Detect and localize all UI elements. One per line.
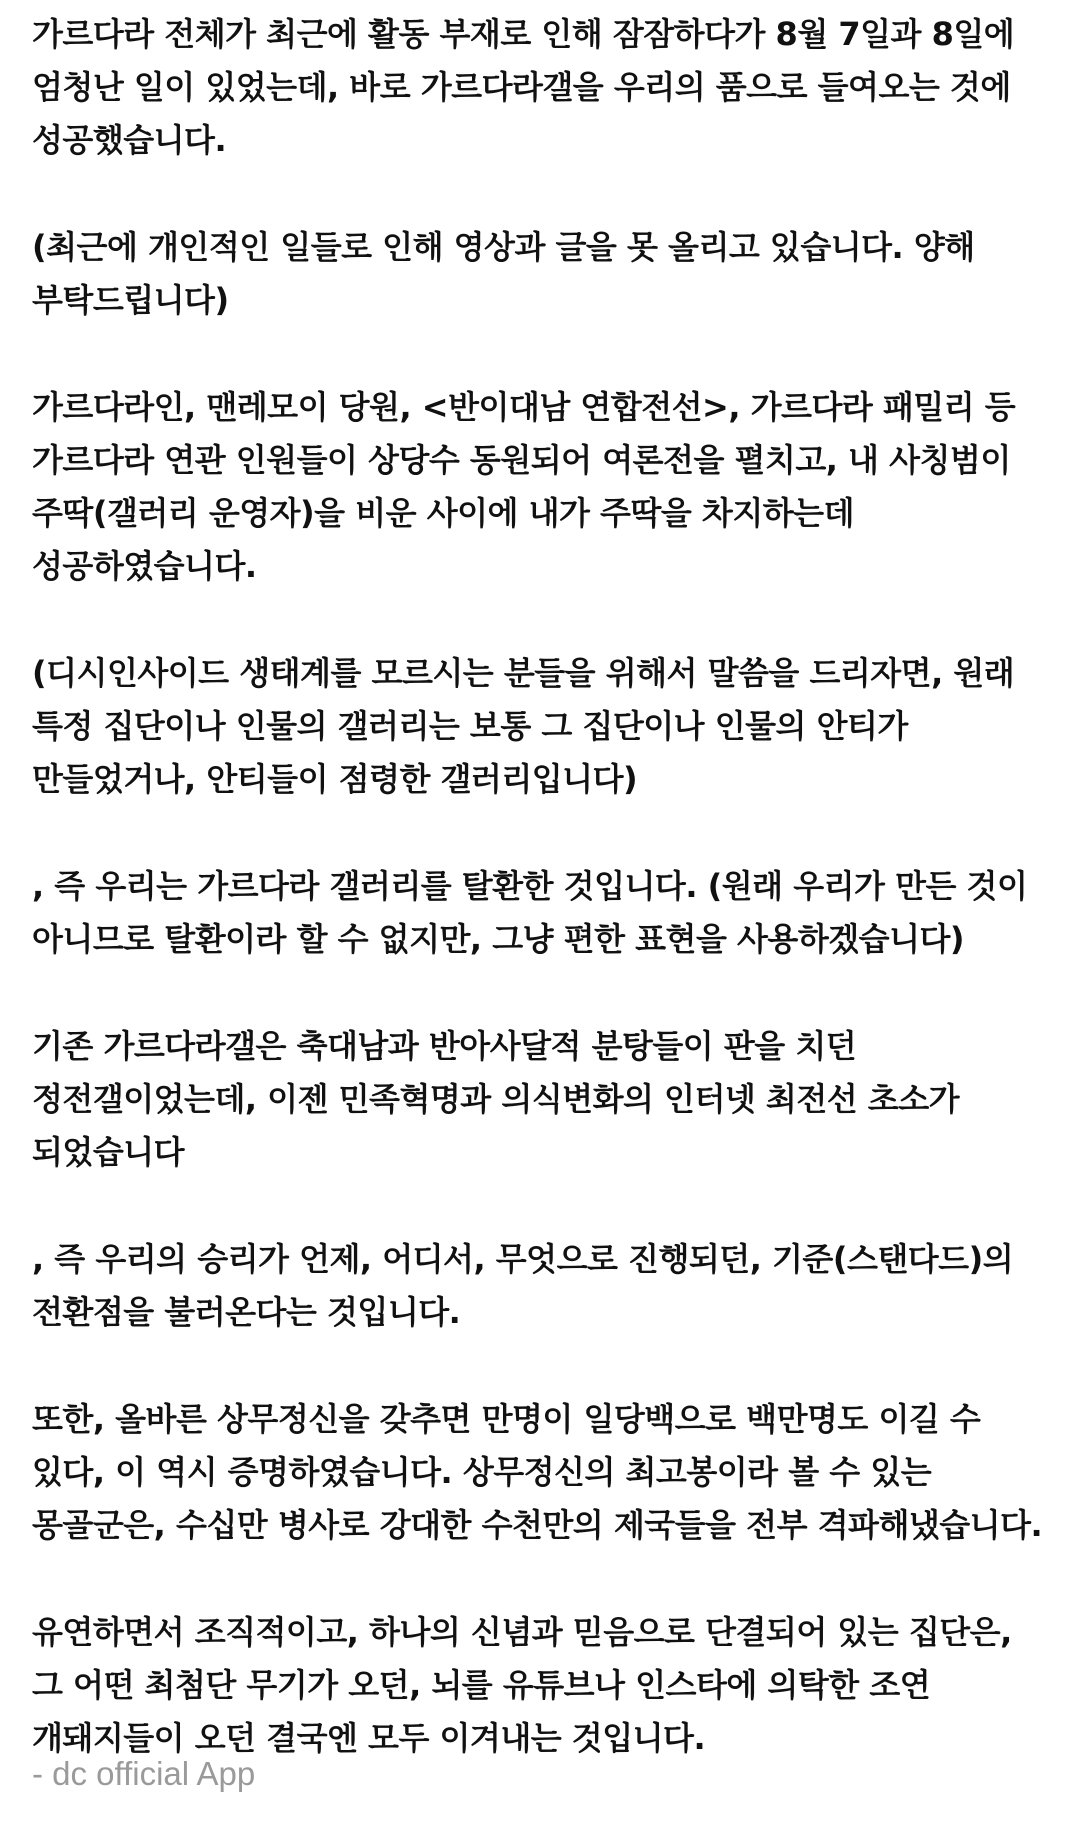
app-signature: - dc official App [32, 1755, 256, 1792]
paragraph-4: (디시인사이드 생태계를 모르시는 분들을 위해서 말씀을 드리자면, 원래 특정 집단이나 인물의 갤러리는 보통 그 집단이나 인물의 안티가 만들었거나, 안티들이 점령한 갤러리입니다) [32, 654, 1015, 798]
paragraph-1: 가르다라 전체가 최근에 활동 부재로 인해 잠잠하다가 8월 7일과 8일에 엄청난 일이 있었는데, 바로 가르다라갤을 우리의 품으로 들여오는 것에 성공했습니다. [32, 15, 1015, 159]
paragraph-8: 또한, 올바른 상무정신을 갖추면 만명이 일당백으로 백만명도 이길 수 있다, 이 역시 증명하였습니다. 상무정신의 최고봉이라 볼 수 있는 몽골군은, 수십만 병사로 강대한 수천만의 제국들을 전부 격파해냈습니다. [32, 1400, 1043, 1544]
paragraph-2: (최근에 개인적인 일들로 인해 영상과 글을 못 올리고 있습니다. 양해 부탁드립니다) [32, 228, 975, 319]
paragraph-9: 유연하면서 조직적이고, 하나의 신념과 믿음으로 단결되어 있는 집단은, 그 어떤 최첨단 무기가 오던, 뇌를 유튜브나 인스타에 의탁한 조연 개돼지들이 오던 결국엔 모두 이겨내는 것입니다. [32, 1613, 1012, 1757]
paragraph-3: 가르다라인, 맨레모이 당원, <반이대남 연합전선>, 가르다라 패밀리 등 가르다라 연관 인원들이 상당수 동원되어 여론전을 펼치고, 내 사칭범이 주딱(갤러리 운영자)을 비운 사이에 내가 주딱을 차지하는데 성공하였습니다. [32, 388, 1016, 585]
paragraph-7: , 즉 우리의 승리가 언제, 어디서, 무엇으로 진행되던, 기준(스탠다드)의 전환점을 불러온다는 것입니다. [32, 1240, 1014, 1331]
paragraph-5: , 즉 우리는 가르다라 갤러리를 탈환한 것입니다. (원래 우리가 만든 것이 아니므로 탈환이라 할 수 없지만, 그냥 편한 표현을 사용하겠습니다) [32, 867, 1028, 958]
paragraph-6: 기존 가르다라갤은 축대남과 반아사달적 분탕들이 판을 치던 정전갤이었는데, 이젠 민족혁명과 의식변화의 인터넷 최전선 초소가 되었습니다 [32, 1027, 960, 1171]
post-body [32, 8, 1052, 1819]
